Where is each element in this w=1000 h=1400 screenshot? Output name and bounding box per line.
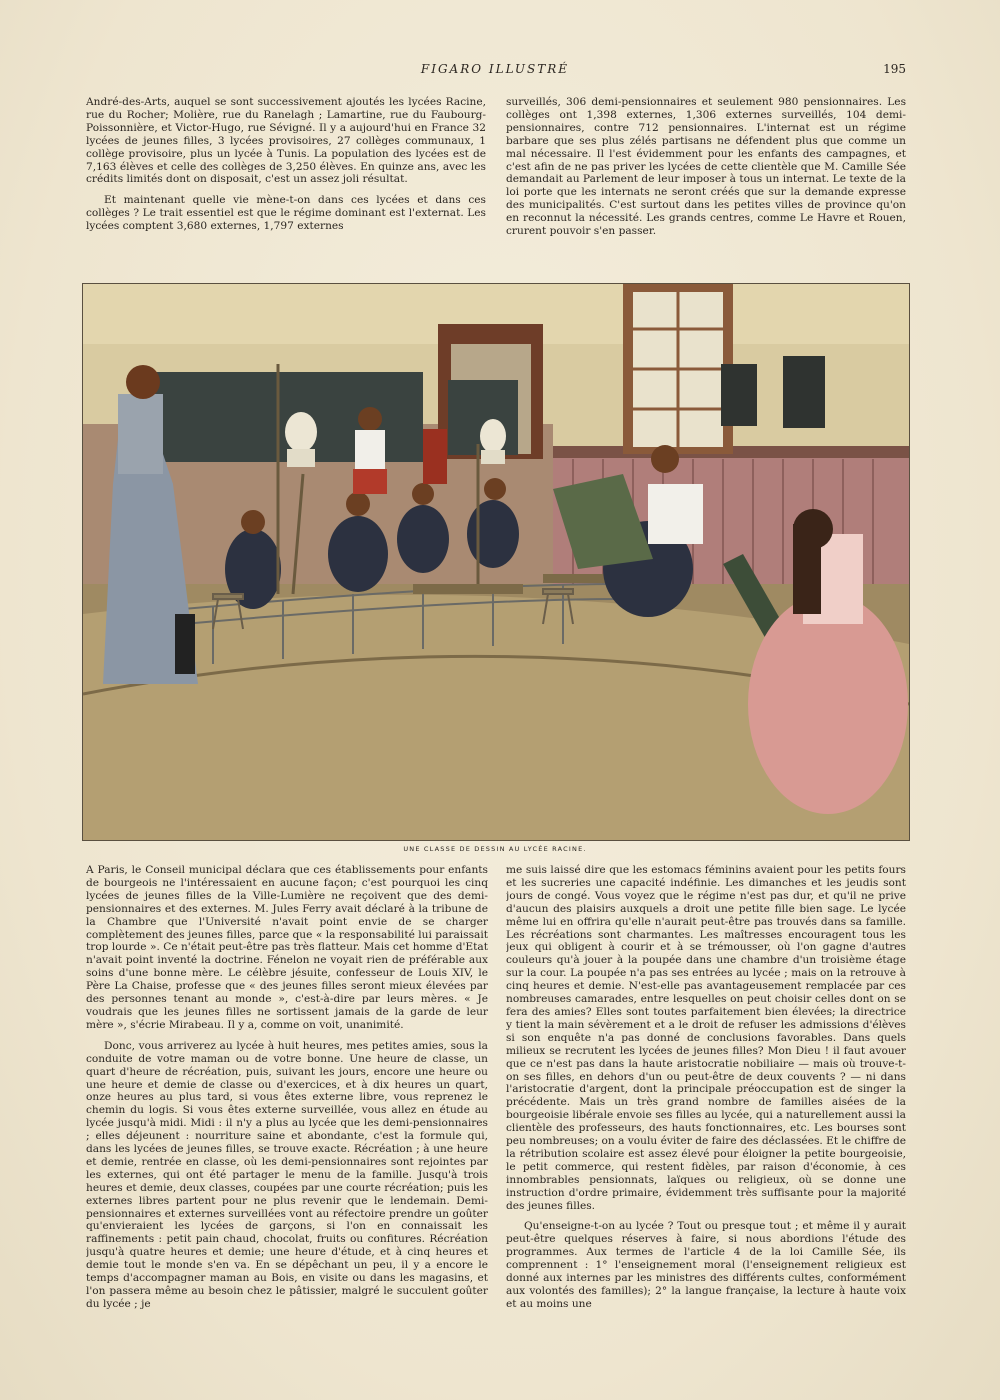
illustration-drawing-class <box>82 283 910 841</box>
page-number: 195 <box>883 62 906 76</box>
paragraph: surveillés, 306 demi-pensionnaires et seulement 980 pensionnaires. Les collèges ont 1,398 externes, 1,306 externes surveillés, 104 demi-pensionnaires, contre 712 pensionnaires. L'internat est un régime barbare que ses plus zélés partisans ne défendent plus que comme un mal nécessaire. Il l'est évidemment pour les enfants des campagnes, et c'est afin de ne pas priver les lycées de cette clientèle que M. Camille Sée demandait au Parlement de leur imposer à tous un internat. Le texte de la loi porte que les internats ne seront créés que sur la demande expresse des municipalités. C'est surtout dans les petites villes de province qu'on en reconnut la nécessité. Les grands centres, comme Le Havre et Rouen, crurent pouvoir s'en passer. <box>506 96 906 238</box>
paragraph: Donc, vous arriverez au lycée à huit heures, mes petites amies, sous la conduite de votre maman ou de votre bonne. Une heure de classe, un quart d'heure de récréation, puis, suivant les jours, encore une heure ou une heure et demie de classe ou d'exercices, et à dix heures un quart, onze heures au plus tard, si vous êtes externe libre, vous reprenez le chemin du logis. Si vous êtes externe surveillée, vous allez en étude au lycée jusqu'à midi. Midi : il n'y a plus au lycée que les demi-pensionnaires ; elles déjeunent : nourriture saine et abondante, c'est la formule qui, dans les lycées de jeunes filles, se trouve exacte. Récréation ; à une heure et demie, rentrée en classe, où les demi-pensionnaires sont rejointes par les externes, qui ont été partager le menu de la famille. Jusqu'à trois heures et demie, deux classes, coupées par une courte récréation; puis les externes libres partent pour ne plus revenir que le lendemain. Demi-pensionnaires et externes surveillées vont au réfectoire prendre un goûter qu'envieraient les lycées de garçons, si l'on en connaissait les raffinements : petit pain chaud, chocolat, fruits ou confitures. Récréation jusqu'à quatre heures et demie; une heure d'étude, et à cinq heures et demie tout le monde s'en va. En se dépêchant un peu, il y a encore le temps d'accompagner maman au Bois, en visite ou dans les magasins, et l'on passera même au besoin chez le pâtissier, malgré le succulent goûter du lycée ; je <box>86 1039 488 1310</box>
figure-caption: UNE CLASSE DE DESSIN AU LYCÉE RACINE. <box>403 845 587 853</box>
running-header <box>84 60 906 80</box>
paragraph: Et maintenant quelle vie mène-t-on dans ces lycées et dans ces collèges ? Le trait essentiel est que le régime dominant est l'externat. Les lycées comptent 3,680 externes, 1,797 externes <box>86 194 486 233</box>
bottom-right-column <box>506 864 906 1379</box>
top-right-column <box>506 96 906 264</box>
paragraph: me suis laissé dire que les estomacs féminins avaient pour les petits fours et les sucreries une capacité indéfinie. Les dimanches et les jeudis sont jours de congé. Vous voyez que le régime n'est pas dur, et qu'il ne prive d'aucun des plaisirs auxquels a droit une petite fille bien sage. Le lycée même lui en offrira qu'elle n'aurait peut-être pas trouvés dans sa famille. Les récréations sont charmantes. Les maîtresses encouragent tous les jeux qui obligent à courir et à se trémousser, où l'on gagne d'autres couleurs qu'à jouer à la poupée dans une chambre d'un troisième étage sur la cour. La poupée n'a pas ses entrées au lycée ; mais on la retrouve à cinq heures et demie. N'est-elle pas avantageusement remplacée par ces nombreuses camarades, entre lesquelles on peut choisir celles dont on se fera des amies? Elles sont toutes parfaitement bien élevées; la directrice y tient la main sévèrement et a le droit de refuser les admissions d'élèves si son enquête n'a pas donné de conclusions favorables. Dans quels milieux se recrutent les lycées de jeunes filles? Mon Dieu ! il faut avouer que ce n'est pas dans la haute aristocratie nobiliaire — mais où trouve-t-on ses filles, en dehors d'un ou peut-être de deux couvents ? — ni dans l'aristocratie d'argent, dont la principale préoccupation est de singer la précédente. Mais un très grand nombre de familles aisées de la bourgeoisie libérale envoie ses filles au lycée, qui a naturellement aussi la clientèle des professeurs, des hauts fonctionnaires, etc. Les bourses sont peu nombreuses; on a voulu éviter de faire des déclassées. Et le chiffre de la rétribution scolaire est assez élevé pour éloigner la petite bourgeoisie, le petit commerce, qui restent fidèles, par raison d'économie, à ces innombrables pensionnats, laïques ou religieux, où se donne une instruction d'ordre primaire, évidemment très suffisante pour la majorité des jeunes filles. <box>506 864 906 1212</box>
journal-title: FIGARO ILLUSTRÉ <box>420 62 570 76</box>
illustration-svg <box>83 284 909 840</box>
top-left-column <box>86 96 486 264</box>
paragraph: A Paris, le Conseil municipal déclara que ces établissements pour enfants de bourgeois ne l'intéressaient en aucune façon; c'est pourquoi les cinq lycées de jeunes filles de la Ville-Lumière ne reçoivent que des demi-pensionnaires et des externes. M. Jules Ferry avait déclaré à la tribune de la Chambre que l'Université n'avait point envie de se charger complètement des jeunes filles, parce que « la responsabilité lui paraissait trop lourde ». Ce n'était peut-être pas très flatteur. Mais cet homme d'Etat n'avait point inventé la doctrine. Fénelon ne voyait rien de préférable aux soins d'une bonne mère. Le célèbre jésuite, confesseur de Louis XIV, le Père La Chaise, professe que « des jeunes filles seront mieux élevées par des personnes tenant au monde », c'est-à-dire par leurs mères. « Je voudrais que les jeunes filles ne sortissent jamais de la garde de leur mère », s'écrie Mirabeau. Il y a, comme on voit, unanimité. <box>86 864 488 1031</box>
paragraph: André-des-Arts, auquel se sont successivement ajoutés les lycées Racine, rue du Rocher; Molière, rue du Ranelagh ; Lamartine, rue du Faubourg-Poissonnière, et Victor-Hugo, rue Sévigné. Il y a aujourd'hui en France 32 lycées de jeunes filles, 3 lycées provisoires, 27 collèges communaux, 1 collège provisoire, plus un lycée à Tunis. La population des lycées est de 7,163 élèves et celle des collèges de 3,250 élèves. En quinze ans, avec les crédits limités dont on disposait, c'est un assez joli résultat. <box>86 96 486 186</box>
bottom-left-column <box>86 864 488 1379</box>
paragraph: Qu'enseigne-t-on au lycée ? Tout ou presque tout ; et même il y aurait peut-être quelques réserves à faire, si nous abordions l'étude des programmes. Aux termes de l'article 4 de la loi Camille Sée, ils comprennent : 1° l'enseignement moral (l'enseignement religieux est donné aux internes par les ministres des différents cultes, conformément aux volontés des familles); 2° la langue française, la lecture à haute voix et au moins une <box>506 1220 906 1310</box>
